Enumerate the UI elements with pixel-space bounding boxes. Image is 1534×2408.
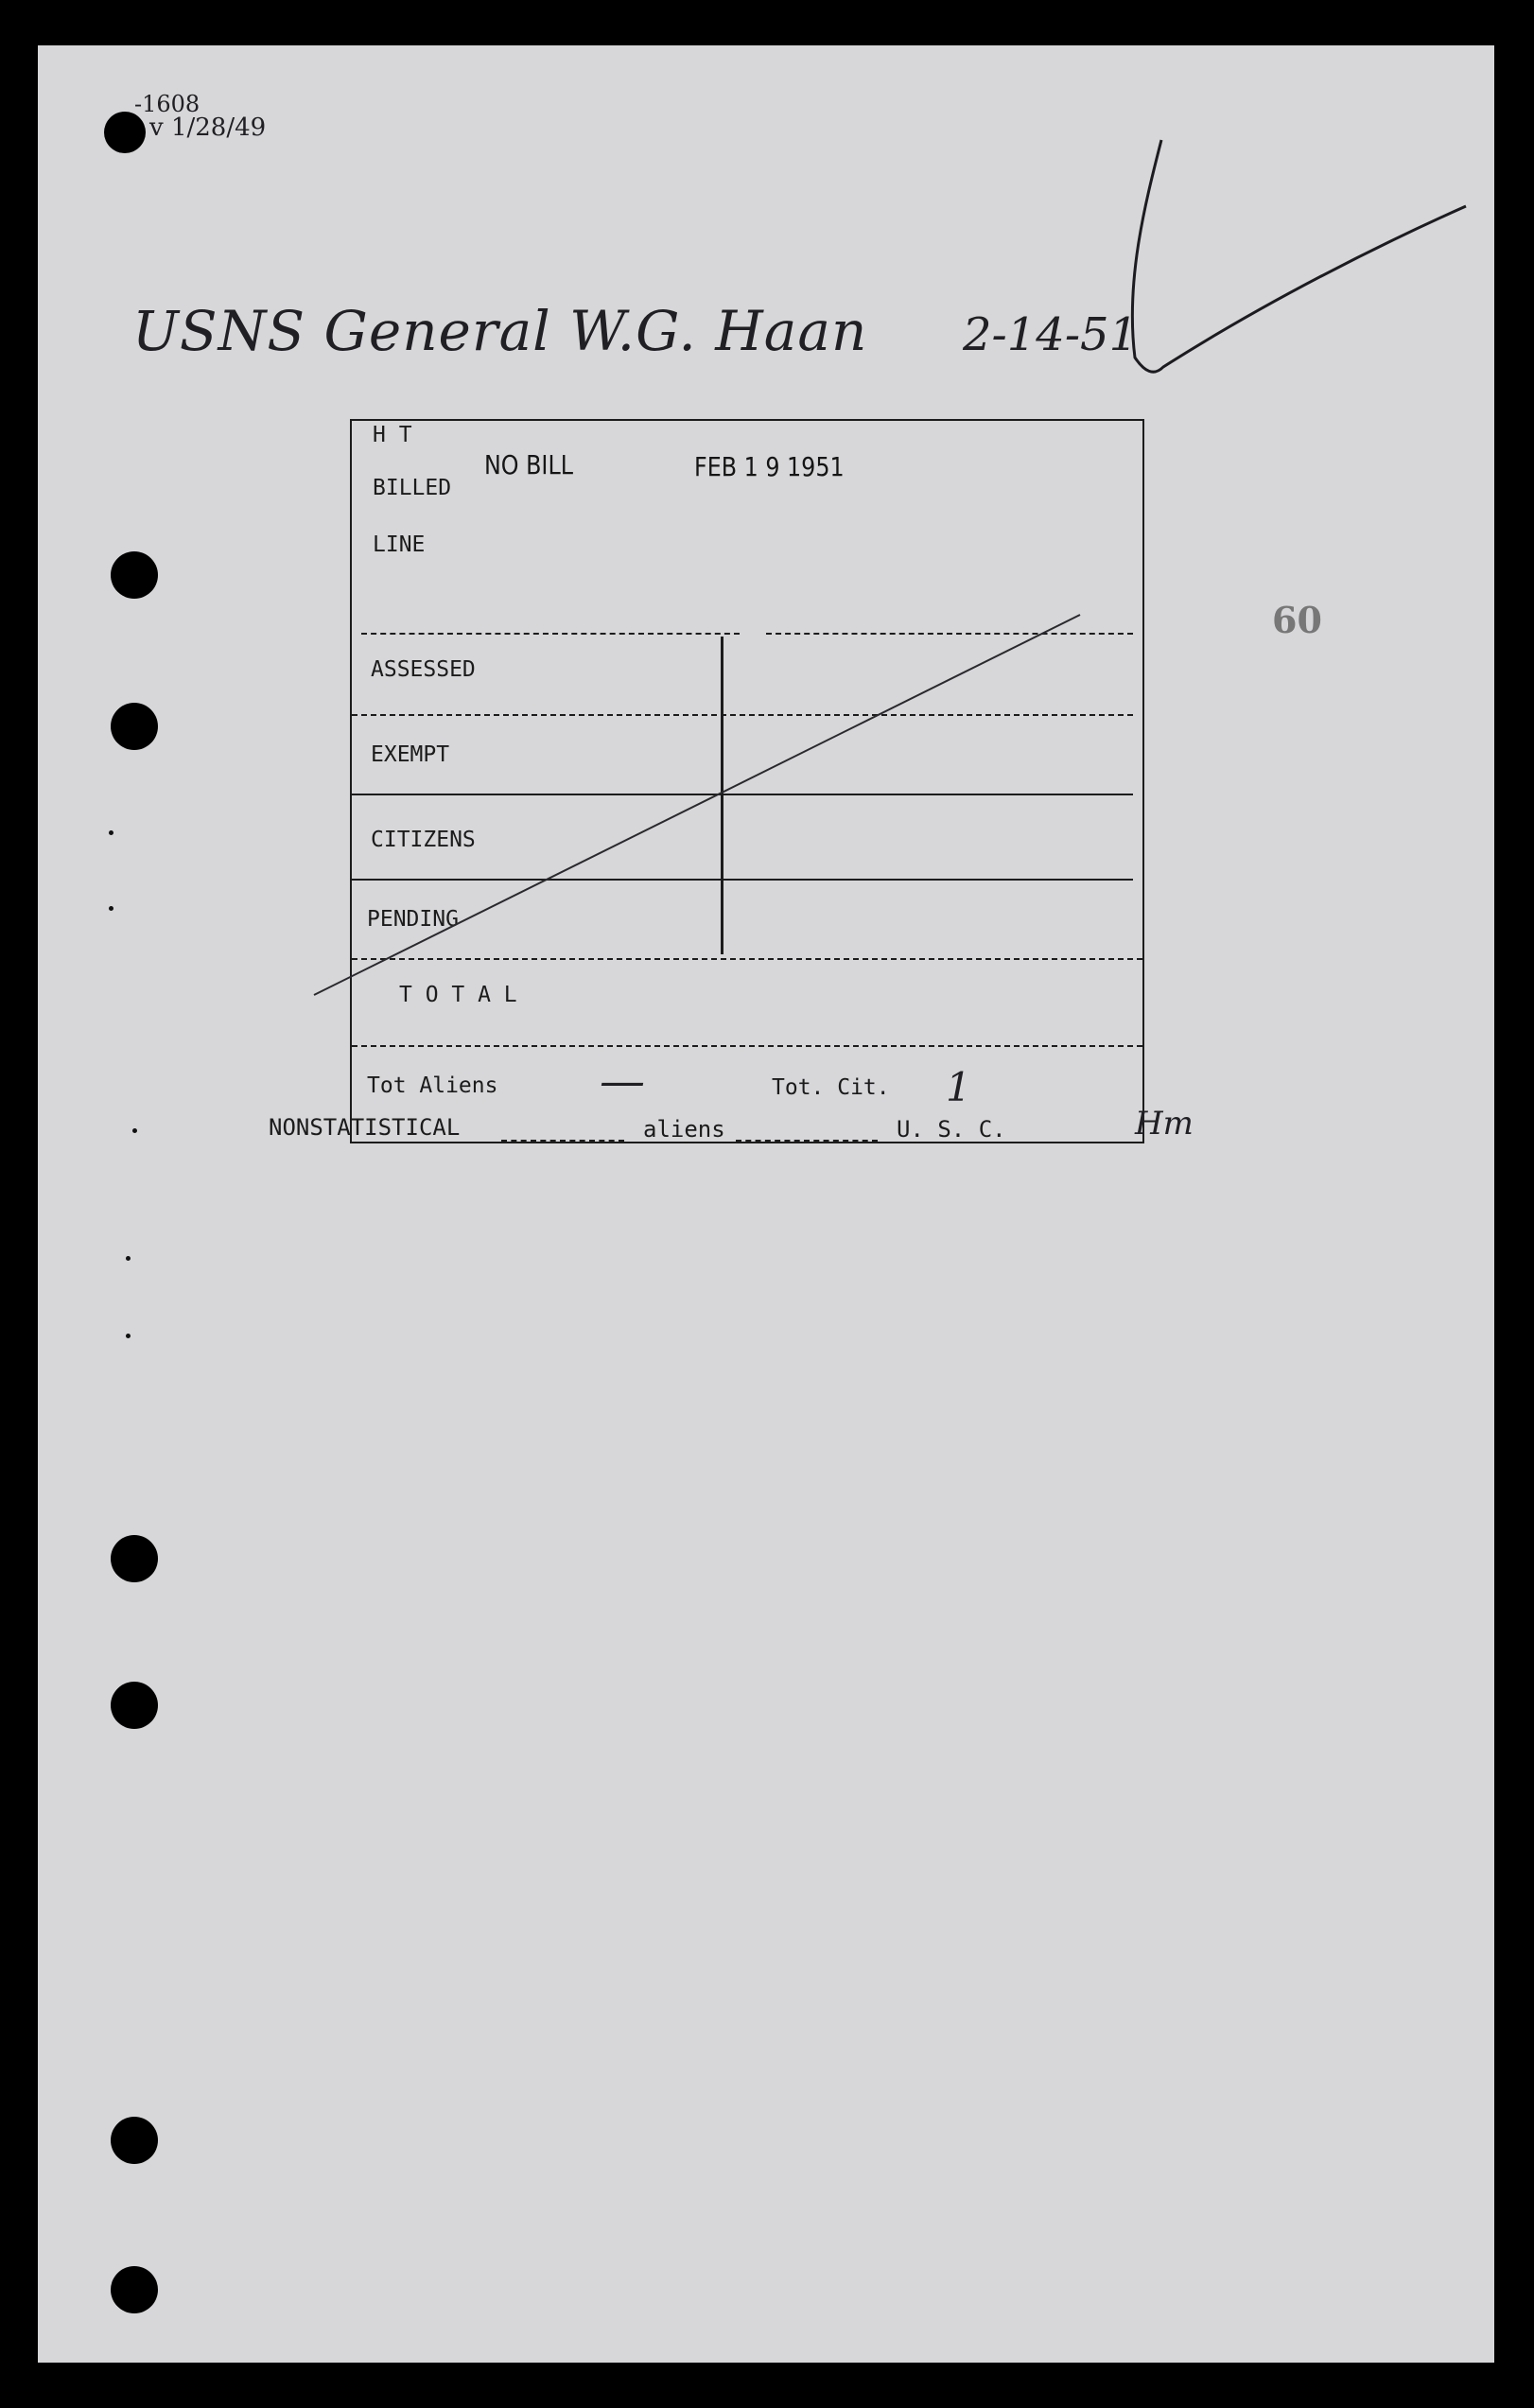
tot-cit-label: Tot. Cit. <box>772 1075 890 1100</box>
pen-strokes <box>38 45 1494 2363</box>
citizens-label: CITIZENS <box>371 828 476 852</box>
vessel-name: USNS General W.G. Haan <box>132 299 868 363</box>
assessed-label: ASSESSED <box>371 657 476 682</box>
usc-label: U. S. C. <box>897 1116 1006 1143</box>
document-page <box>38 45 1494 2363</box>
ht-label: H T <box>373 423 412 447</box>
tot-aliens-mark: — <box>600 1055 645 1108</box>
tot-aliens-label: Tot Aliens <box>367 1073 498 1098</box>
billed-label: BILLED <box>373 476 452 500</box>
handwritten-date: 2-14-51 <box>963 308 1139 361</box>
nonstatistical-label: NONSTATISTICAL <box>269 1114 461 1141</box>
line-label: LINE <box>373 532 426 557</box>
pending-label: PENDING <box>367 907 459 932</box>
no-bill-stamp: NO BILL <box>484 449 573 480</box>
exempt-label: EXEMPT <box>371 742 450 767</box>
initials: Hm <box>1135 1105 1194 1143</box>
page-number: 60 <box>1272 599 1322 641</box>
form-revision: v 1/28/49 <box>149 113 267 142</box>
date-stamp: FEB 1 9 1951 <box>694 451 845 482</box>
total-label: T O T A L <box>399 983 517 1007</box>
form-number: -1608 <box>134 91 200 117</box>
aliens-label: aliens <box>643 1116 725 1143</box>
tot-cit-count: 1 <box>946 1064 971 1110</box>
